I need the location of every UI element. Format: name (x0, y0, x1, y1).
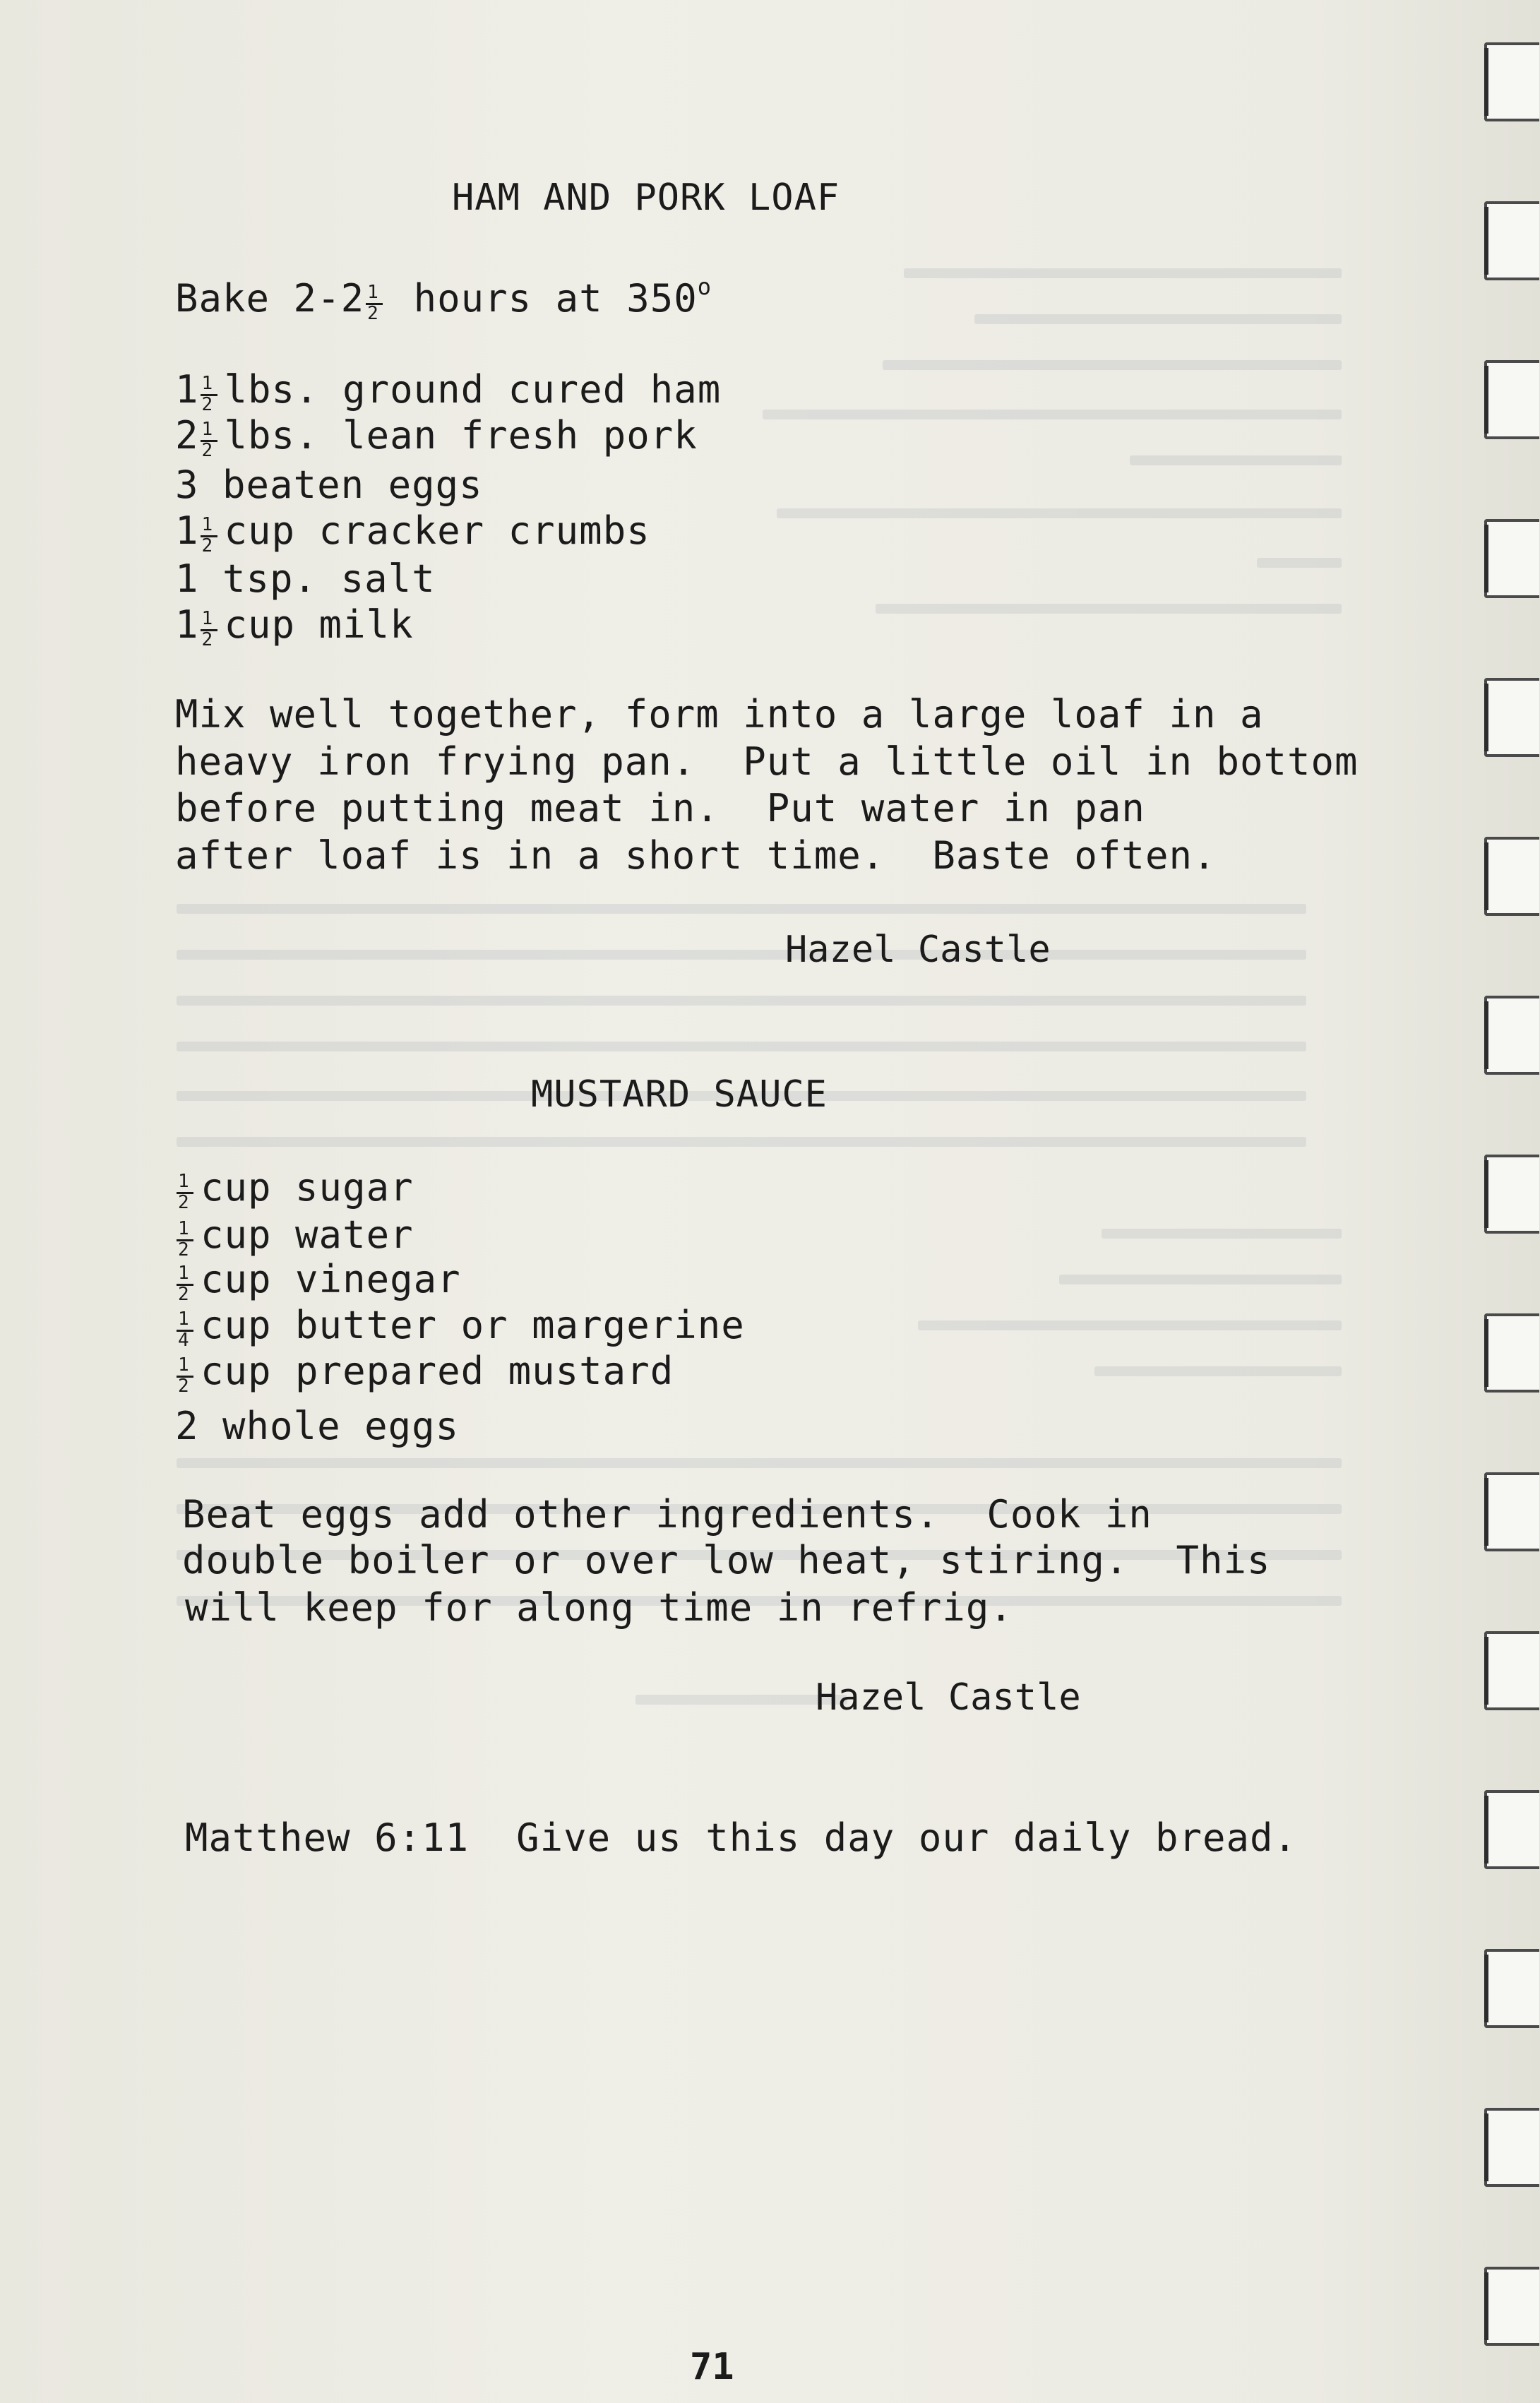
direction-line: after loaf is in a short time. Baste often. (175, 833, 1217, 878)
binding-tab (1484, 2267, 1539, 2346)
ingredient-line: 1 $\frac{1}{2}$ lbs. ground cured ham (175, 367, 722, 415)
spiral-binding (1476, 0, 1540, 2403)
bake-prefix: Bake 2-2 (175, 276, 365, 321)
bake-fraction: $\frac{1}{2}$ (364, 283, 386, 321)
binding-tab (1484, 1949, 1539, 2028)
binding-tab (1484, 201, 1539, 280)
binding-tab (1484, 996, 1539, 1075)
recipe-author: Hazel Castle (816, 1676, 1081, 1719)
page-number: 71 (690, 2346, 734, 2388)
binding-tab (1484, 1790, 1539, 1869)
recipe-author: Hazel Castle (785, 929, 1051, 971)
ingredient-line: 1 $\frac{1}{2}$ cup milk (175, 602, 414, 650)
fraction: $\frac{1}{2}$ (199, 609, 220, 648)
fraction: $\frac{1}{2}$ (199, 515, 220, 554)
ingredient-line: $\frac{1}{2}$ cup sugar (175, 1169, 414, 1210)
fraction: $\frac{1}{2}$ (199, 420, 220, 458)
degree-mark: o (697, 273, 712, 300)
recipe-title-mustard-sauce: MUSTARD SAUCE (531, 1073, 828, 1116)
direction-line: will keep for along time in refrig. (185, 1585, 1013, 1630)
ingredient-line: 3 beaten eggs (175, 463, 483, 507)
binding-tab (1484, 1472, 1539, 1551)
ingredient-line: 2 $\frac{1}{2}$ lbs. lean fresh pork (175, 413, 698, 461)
ingredient-line: 1 tsp. salt (175, 556, 436, 601)
direction-line: Mix well together, form into a large loaf in a (175, 692, 1264, 737)
ingredient-line: $\frac{1}{2}$ cup prepared mustard (175, 1352, 674, 1394)
ingredient-line: $\frac{1}{2}$ cup vinegar (175, 1260, 461, 1302)
fraction: $\frac{1}{2}$ (199, 374, 220, 412)
direction-line: before putting meat in. Put water in pan (175, 786, 1145, 830)
binding-tab (1484, 1631, 1539, 1710)
fraction: $\frac{1}{2}$ (175, 1172, 196, 1210)
direction-line: double boiler or over low heat, stiring. This (182, 1538, 1271, 1582)
binding-tab (1484, 2108, 1539, 2187)
direction-line: Beat eggs add other ingredients. Cook in (182, 1492, 1152, 1537)
recipe-title-ham-pork-loaf: HAM AND PORK LOAF (452, 177, 840, 219)
binding-tab (1484, 519, 1539, 598)
binding-tab (1484, 1155, 1539, 1234)
ingredient-line: 1 $\frac{1}{2}$ cup cracker crumbs (175, 508, 650, 556)
binding-tab (1484, 360, 1539, 439)
fraction: $\frac{1}{2}$ (175, 1356, 196, 1394)
ingredient-line: $\frac{1}{4}$ cup butter or margerine (175, 1306, 745, 1348)
fraction: $\frac{1}{4}$ (175, 1310, 196, 1348)
binding-tab (1484, 678, 1539, 757)
fraction: $\frac{1}{2}$ (175, 1220, 196, 1258)
direction-line: heavy iron frying pan. Put a little oil in bottom (175, 739, 1359, 784)
bake-suffix: hours at 350 (390, 276, 698, 321)
ingredient-line: $\frac{1}{2}$ cup water (175, 1216, 414, 1258)
binding-tab (1484, 42, 1539, 121)
ingredient-line: 2 whole eggs (175, 1404, 460, 1448)
binding-tab (1484, 837, 1539, 916)
scripture-verse: Matthew 6:11 Give us this day our daily bread. (185, 1815, 1298, 1860)
fraction: $\frac{1}{2}$ (175, 1264, 196, 1302)
bake-instruction (175, 273, 712, 324)
binding-tab (1484, 1313, 1539, 1393)
